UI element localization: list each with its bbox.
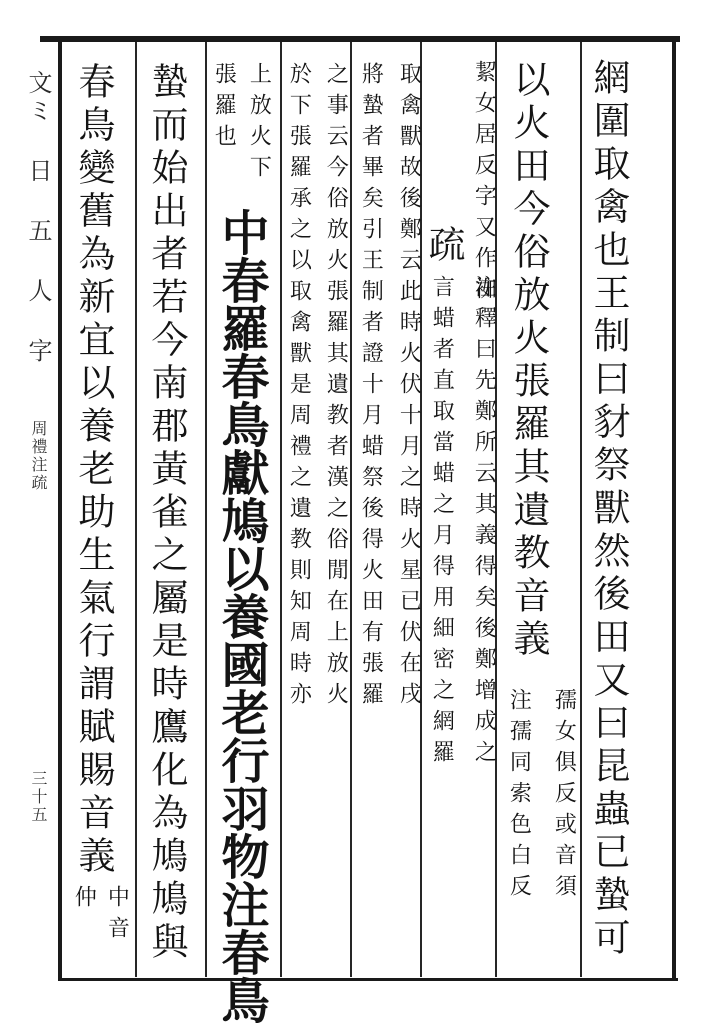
note-column-3a: 絜女居反字又作袽 <box>471 60 497 308</box>
text-column-8: 春鳥變舊為新宜以養老助生氣行謂賦賜音義 <box>72 62 115 879</box>
page-number: 三十五 <box>29 770 48 824</box>
note-column-4a: 取禽獸故後鄭云此時火伏十月之時火星已伏在戌 <box>396 62 422 713</box>
column-rule <box>135 42 137 977</box>
note-column-8a: 中音 <box>104 885 130 947</box>
note-column-3c: 言蜡者直取當蜡之月得用細密之網羅 <box>429 275 455 771</box>
text-column-1: 網圍取禽也王制曰豺祭獸然後田又曰昆蟲已蟄可 <box>587 58 630 961</box>
note-column-3b: 注釋曰先鄭所云其義得矣後鄭增成之 <box>471 275 497 771</box>
note-column-6b: 張羅也 <box>211 62 237 155</box>
text-column-2: 以火田今俗放火張羅其遺教音義 <box>507 60 550 662</box>
text-column-7: 蟄而始出者若今南郡黃雀之屬是時鷹化為鳩鳩與 <box>145 62 188 965</box>
gutter-border <box>58 42 62 980</box>
right-border <box>672 40 676 980</box>
note-column-6a: 上放火下 <box>246 62 272 186</box>
note-column-8b: 仲 <box>71 885 97 916</box>
bottom-border <box>58 978 678 981</box>
shu-marker: 疏 <box>422 225 465 268</box>
column-rule <box>580 42 582 977</box>
note-column-5b: 於下張羅承之以取禽獸是周禮之遺教則知周時亦 <box>286 62 312 713</box>
note-column-2b: 注孺同索色白反 <box>506 688 532 905</box>
section-title: 周禮注疏 <box>29 420 48 492</box>
note-column-4b: 將蟄者畢矣引王制者證十月蜡祭後得火田有張羅 <box>358 62 384 713</box>
column-rule <box>350 42 352 977</box>
classic-text-column: 中春羅春鳥獻鳩以養國老行羽物注春鳥 <box>213 208 269 1024</box>
note-column-5a: 之事云今俗放火張羅其遺教者漢之俗閒在上放火 <box>323 62 349 713</box>
book-title: 文ミ 日 五 人 字 <box>24 70 52 366</box>
column-rule <box>205 42 207 977</box>
note-column-2a: 孺女俱反或音須 <box>551 688 577 905</box>
column-rule <box>280 42 282 977</box>
